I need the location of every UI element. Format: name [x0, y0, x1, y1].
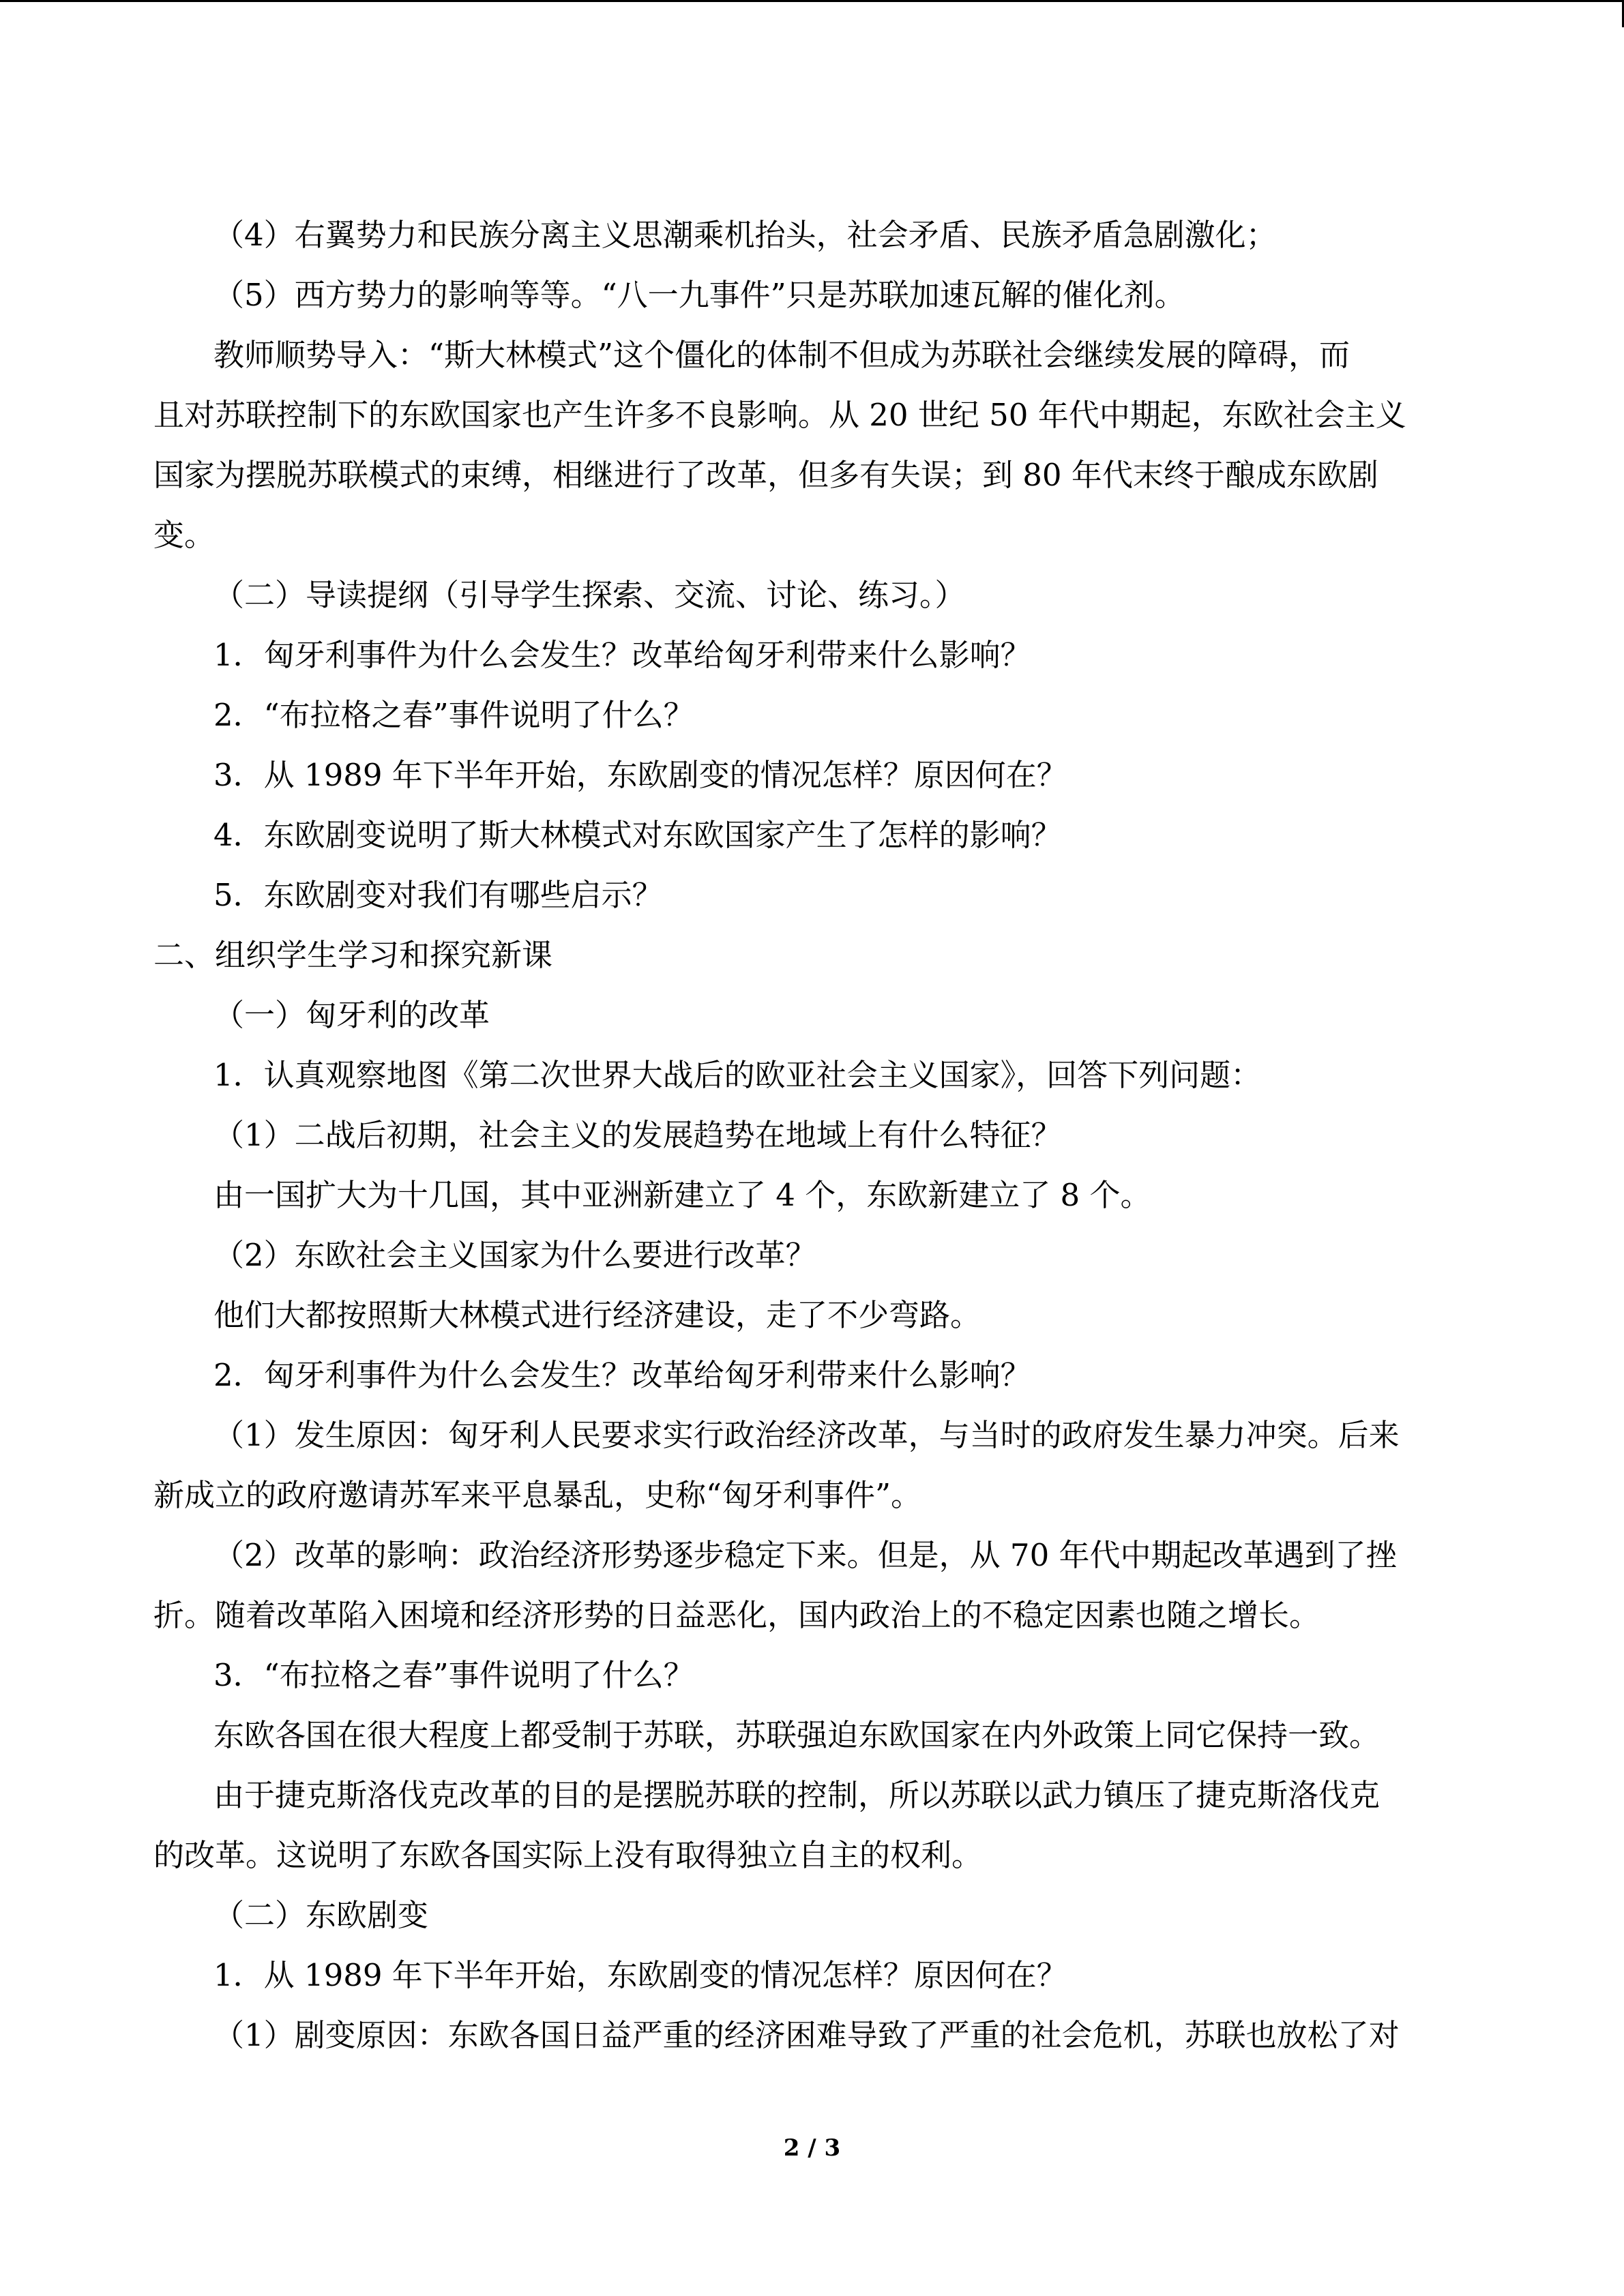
text-line: 且对苏联控制下的东欧国家也产生许多不良影响。从 20 世纪 50 年代中期起，东欧社会主义: [153, 397, 1406, 433]
text-line: 教师顺势导入：“斯大林模式”这个僵化的体制不但成为苏联社会继续发展的障碍，而: [213, 337, 1350, 373]
list-item: 2．“布拉格之春”事件说明了什么？: [213, 697, 694, 733]
text-line: 3．“布拉格之春”事件说明了什么？: [213, 1657, 694, 1693]
list-item: 3．从 1989 年下半年开始，东欧剧变的情况怎样？原因何在？: [213, 757, 1067, 793]
text-line: 2．匈牙利事件为什么会发生？改革给匈牙利带来什么影响？: [213, 1357, 1031, 1393]
text-line: 东欧各国在很大程度上都受制于苏联，苏联强迫东欧国家在内外政策上同它保持一致。: [213, 1717, 1381, 1753]
text-line: （1）剧变原因：东欧各国日益严重的经济困难导致了严重的社会危机，苏联也放松了对: [213, 2017, 1400, 2053]
text-line: 由一国扩大为十几国，其中亚洲新建立了 4 个，东欧新建立了 8 个。: [213, 1177, 1151, 1213]
subsection-heading: （一）匈牙利的改革: [213, 997, 490, 1033]
text-line: （5）西方势力的影响等等。“八一九事件”只是苏联加速瓦解的催化剂。: [213, 277, 1185, 313]
text-line: （1）二战后初期，社会主义的发展趋势在地域上有什么特征？: [213, 1117, 1062, 1153]
text-line: 变。: [153, 517, 216, 553]
text-line: 国家为摆脱苏联模式的束缚，相继进行了改革，但多有失误；到 80 年代末终于酿成东欧剧: [153, 457, 1378, 493]
list-item: 4．东欧剧变说明了斯大林模式对东欧国家产生了怎样的影响？: [213, 817, 1062, 853]
text-line: （1）发生原因：匈牙利人民要求实行政治经济改革，与当时的政府发生暴力冲突。后来: [213, 1417, 1400, 1453]
text-line: 折。随着改革陷入困境和经济形势的日益恶化，国内政治上的不稳定因素也随之增长。: [153, 1597, 1320, 1633]
section-heading: 二、组织学生学习和探究新课: [153, 937, 553, 973]
top-border: [0, 0, 1622, 2]
section-heading: （二）导读提纲（引导学生探索、交流、讨论、练习。）: [213, 577, 966, 613]
list-item: 5．东欧剧变对我们有哪些启示？: [213, 877, 663, 913]
text-line: 1．从 1989 年下半年开始，东欧剧变的情况怎样？原因何在？: [213, 1957, 1067, 1993]
list-item: 1．匈牙利事件为什么会发生？改革给匈牙利带来什么影响？: [213, 637, 1031, 673]
text-line: 新成立的政府邀请苏军来平息暴乱，史称“匈牙利事件”。: [153, 1477, 922, 1513]
text-line: 由于捷克斯洛伐克改革的目的是摆脱苏联的控制，所以苏联以武力镇压了捷克斯洛伐克: [213, 1777, 1381, 1813]
text-line: （2）改革的影响：政治经济形势逐步稳定下来。但是，从 70 年代中期起改革遇到了挫: [213, 1537, 1397, 1573]
page-number: 2 / 3: [783, 2134, 841, 2162]
text-line: 的改革。这说明了东欧各国实际上没有取得独立自主的权利。: [153, 1837, 983, 1873]
text-line: 1．认真观察地图《第二次世界大战后的欧亚社会主义国家》，回答下列问题：: [213, 1057, 1262, 1093]
text-line: 他们大都按照斯大林模式进行经济建设，走了不少弯路。: [213, 1297, 981, 1333]
subsection-heading: （二）东欧剧变: [213, 1897, 429, 1933]
text-line: （4）右翼势力和民族分离主义思潮乘机抬头，社会矛盾、民族矛盾急剧激化；: [213, 217, 1277, 253]
text-line: （2）东欧社会主义国家为什么要进行改革？: [213, 1237, 816, 1273]
